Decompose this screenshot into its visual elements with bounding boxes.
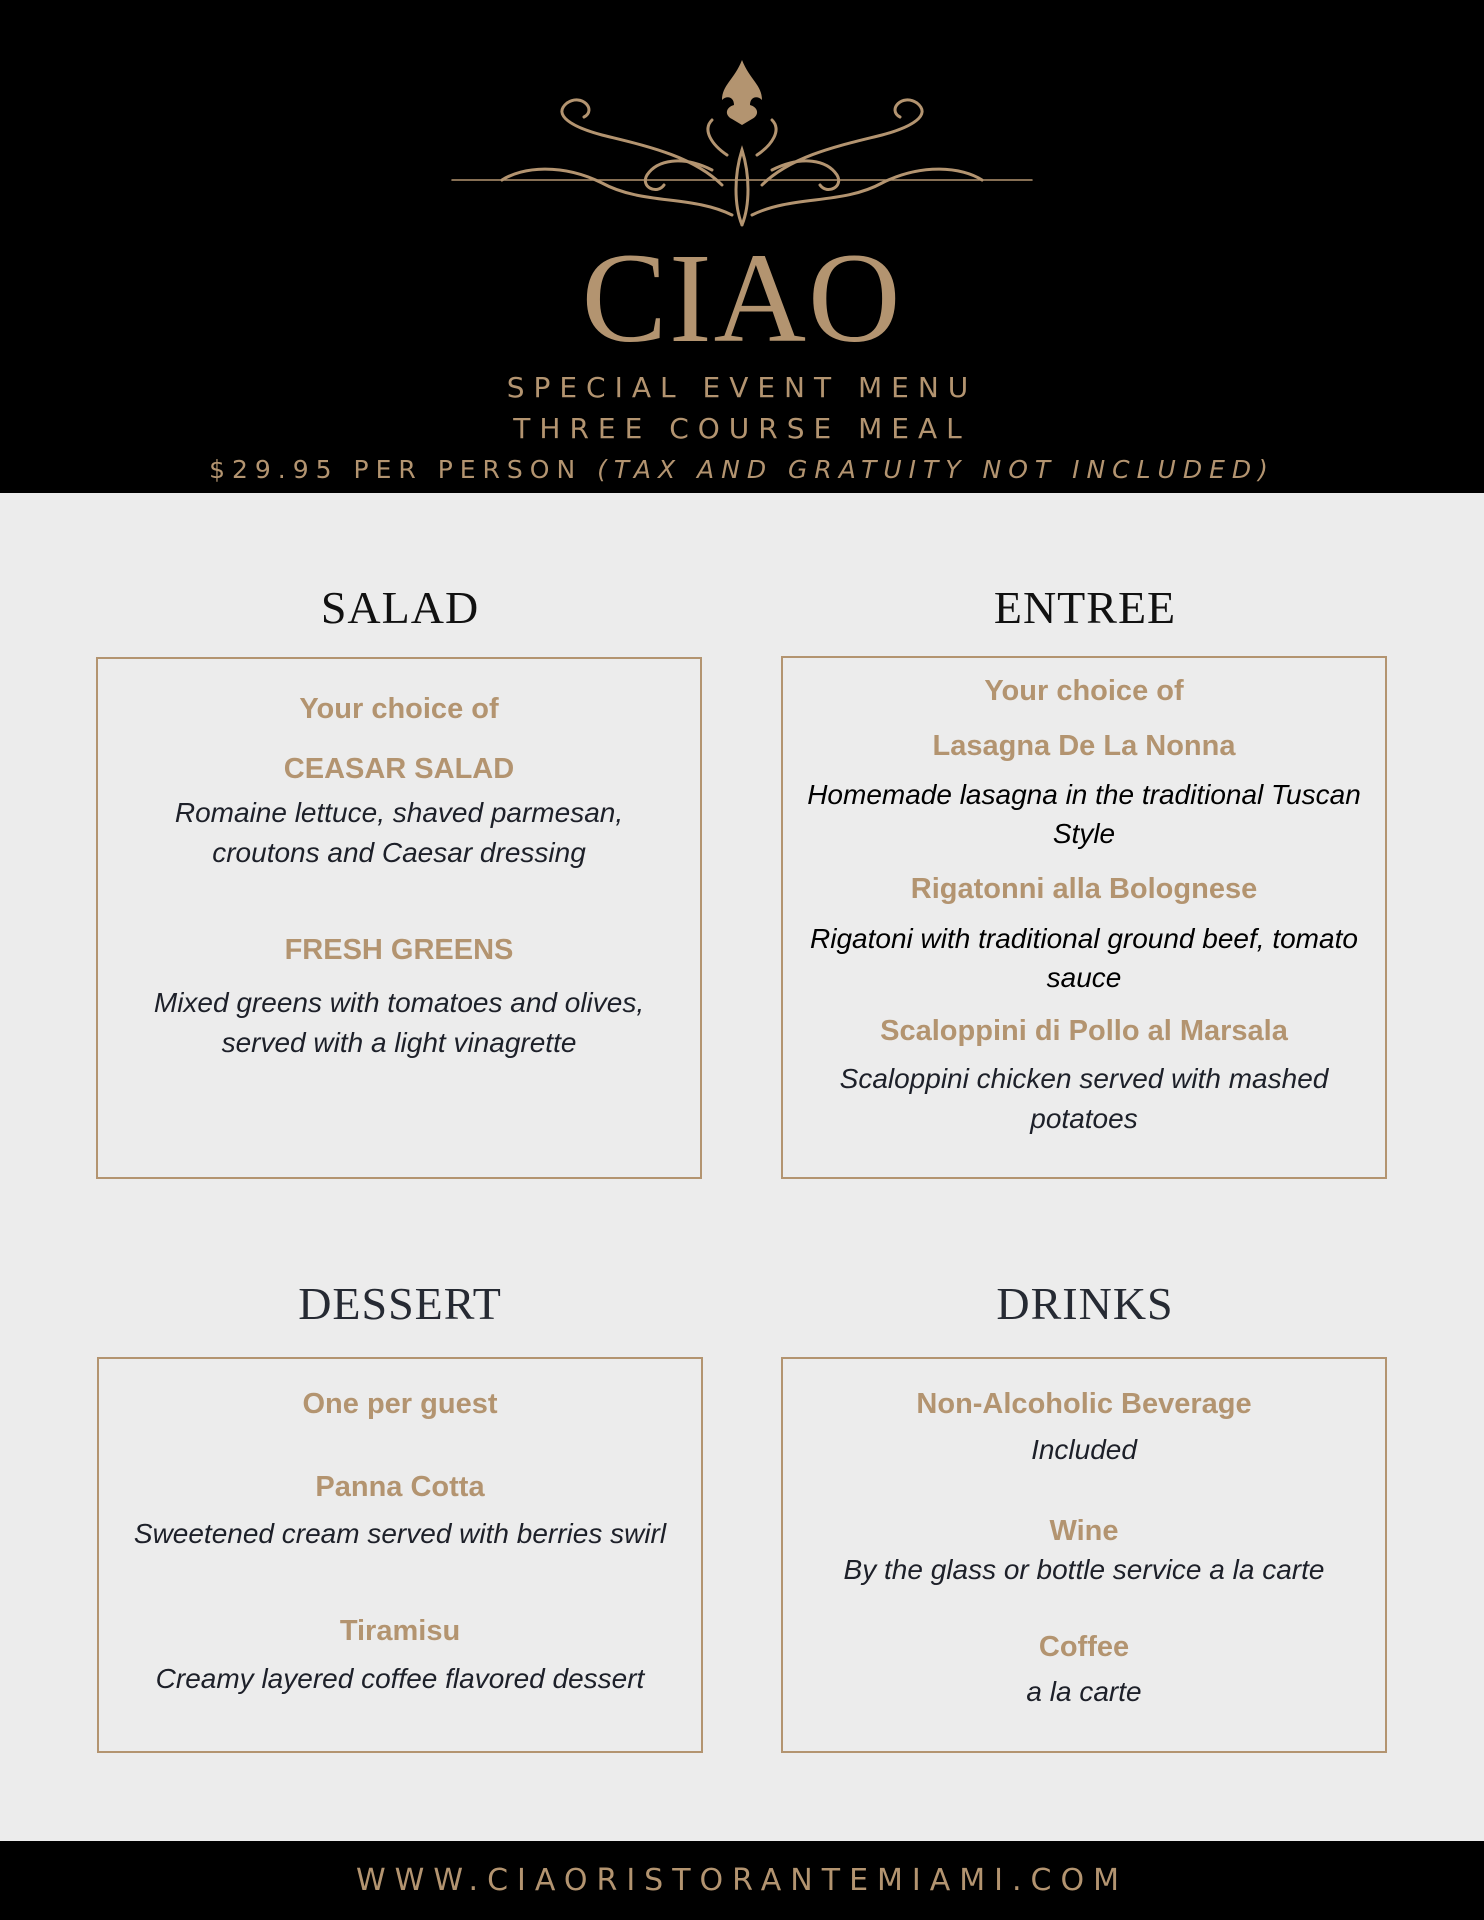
entree-item-desc: sauce bbox=[1046, 962, 1122, 993]
dessert-item-name: Panna Cotta bbox=[315, 1471, 485, 1503]
drinks-box bbox=[781, 1357, 1387, 1753]
dessert-title: DESSERT bbox=[298, 1278, 502, 1329]
dessert-item-name: Tiramisu bbox=[339, 1615, 461, 1647]
drinks-item-name: Coffee bbox=[1038, 1631, 1130, 1663]
restaurant-brand: CIAO bbox=[581, 227, 903, 369]
drinks-title: DRINKS bbox=[996, 1278, 1174, 1329]
drinks-item-name: Non-Alcoholic Beverage bbox=[916, 1388, 1252, 1420]
menu-footer bbox=[0, 1841, 1484, 1920]
entree-item-name: Rigatonni alla Bolognese bbox=[910, 873, 1258, 905]
price-note: (TAX AND GRATUITY NOT INCLUDED) bbox=[597, 455, 1275, 484]
drinks-item-desc: Included bbox=[1031, 1434, 1137, 1465]
salad-item-desc: Mixed greens with tomatoes and olives, bbox=[153, 987, 645, 1018]
menu-header bbox=[0, 0, 1484, 493]
entree-intro: Your choice of bbox=[984, 675, 1184, 707]
dessert-item-desc: Creamy layered coffee flavored dessert bbox=[155, 1663, 645, 1694]
salad-item-desc: croutons and Caesar dressing bbox=[212, 837, 586, 868]
course-label: THREE COURSE MEAL bbox=[513, 412, 971, 445]
drinks-item-name: Wine bbox=[1049, 1515, 1119, 1547]
salad-intro: Your choice of bbox=[299, 693, 499, 725]
website-link[interactable]: WWW.CIAORISTORANTEMIAMI.COM bbox=[356, 1863, 1128, 1898]
drinks-item-desc: By the glass or bottle service a la carte bbox=[843, 1554, 1325, 1585]
entree-title: ENTREE bbox=[993, 582, 1177, 633]
entree-item-desc: Rigatoni with traditional ground beef, tomato bbox=[810, 923, 1358, 954]
event-menu-label: SPECIAL EVENT MENU bbox=[506, 371, 978, 404]
dessert-box bbox=[97, 1357, 703, 1753]
entree-item-desc: Scaloppini chicken served with mashed bbox=[839, 1063, 1329, 1094]
salad-title: SALAD bbox=[320, 582, 480, 633]
entree-item-desc: Homemade lasagna in the traditional Tuscan bbox=[807, 779, 1361, 810]
price-line bbox=[0, 452, 1484, 488]
salad-item-desc: served with a light vinagrette bbox=[221, 1027, 577, 1058]
salad-item-name: CEASAR SALAD bbox=[283, 753, 515, 785]
salad-item-name: FRESH GREENS bbox=[284, 934, 514, 966]
salad-box bbox=[96, 657, 702, 1179]
dessert-item-desc: Sweetened cream served with berries swirl bbox=[133, 1518, 667, 1549]
entree-box bbox=[781, 656, 1387, 1179]
salad-item-desc: Romaine lettuce, shaved parmesan, bbox=[174, 797, 624, 828]
dessert-intro: One per guest bbox=[302, 1388, 498, 1420]
drinks-item-desc: a la carte bbox=[1026, 1676, 1142, 1707]
entree-item-desc: potatoes bbox=[1030, 1103, 1138, 1134]
entree-item-desc: Style bbox=[1052, 818, 1116, 849]
entree-item-name: Scaloppini di Pollo al Marsala bbox=[880, 1015, 1288, 1047]
entree-item-name: Lasagna De La Nonna bbox=[932, 730, 1236, 762]
price-text: $29.95 PER PERSON bbox=[209, 455, 583, 484]
gold-flourish-ornament-icon bbox=[442, 55, 1042, 230]
